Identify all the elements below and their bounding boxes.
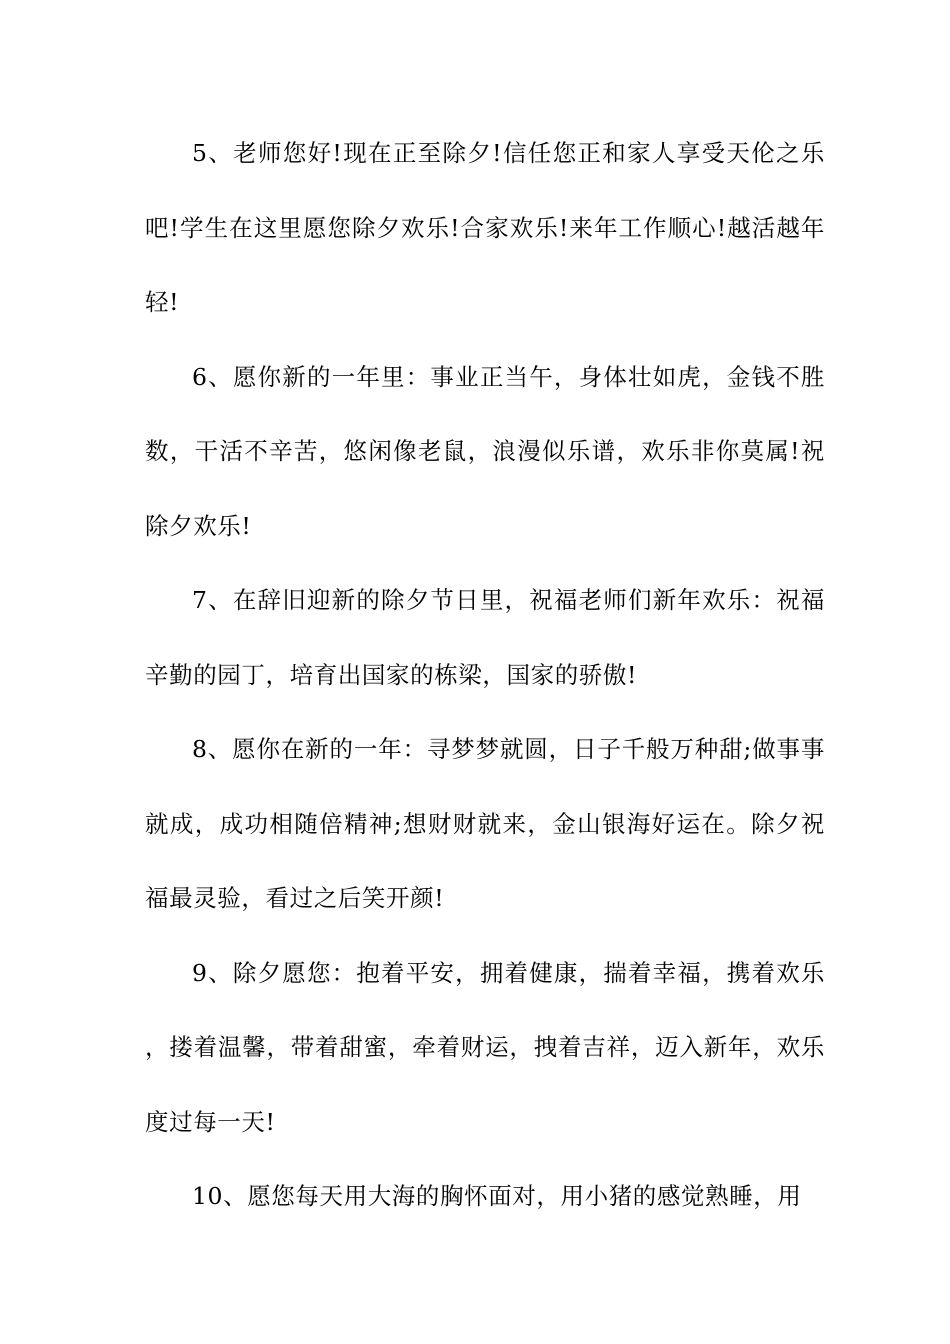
paragraph-5: 5、老师您好!现在正至除夕!信任您正和家人享受天伦之乐吧!学生在这里愿您除夕欢乐!合家欢乐!来年工作顺心!越活越年轻! xyxy=(145,139,825,316)
paragraph-8: 8、愿你在新的一年：寻梦梦就圆，日子千般万种甜;做事事就成，成功相随倍精神;想财财就来，金山银海好运在。除夕祝福最灵验，看过之后笑开颜! xyxy=(145,735,825,912)
paragraph-9: 9、除夕愿您：抱着平安，拥着健康，揣着幸福，携着欢乐，搂着温馨，带着甜蜜，牵着财运，拽着吉祥，迈入新年，欢乐度过每一天! xyxy=(145,958,825,1136)
paragraph-6: 6、愿你新的一年里：事业正当午，身体壮如虎，金钱不胜数，干活不辛苦，悠闲像老鼠，浪漫似乐谱，欢乐非你莫属!祝除夕欢乐! xyxy=(145,362,825,540)
paragraph-10: 10、愿您每天用大海的胸怀面对，用小猪的感觉熟睡，用 xyxy=(192,1182,802,1210)
document-body xyxy=(145,116,825,1234)
paragraph-7: 7、在辞旧迎新的除夕节日里，祝福老师们新年欢乐：祝福辛勤的园丁，培育出国家的栋梁，国家的骄傲! xyxy=(145,586,825,689)
